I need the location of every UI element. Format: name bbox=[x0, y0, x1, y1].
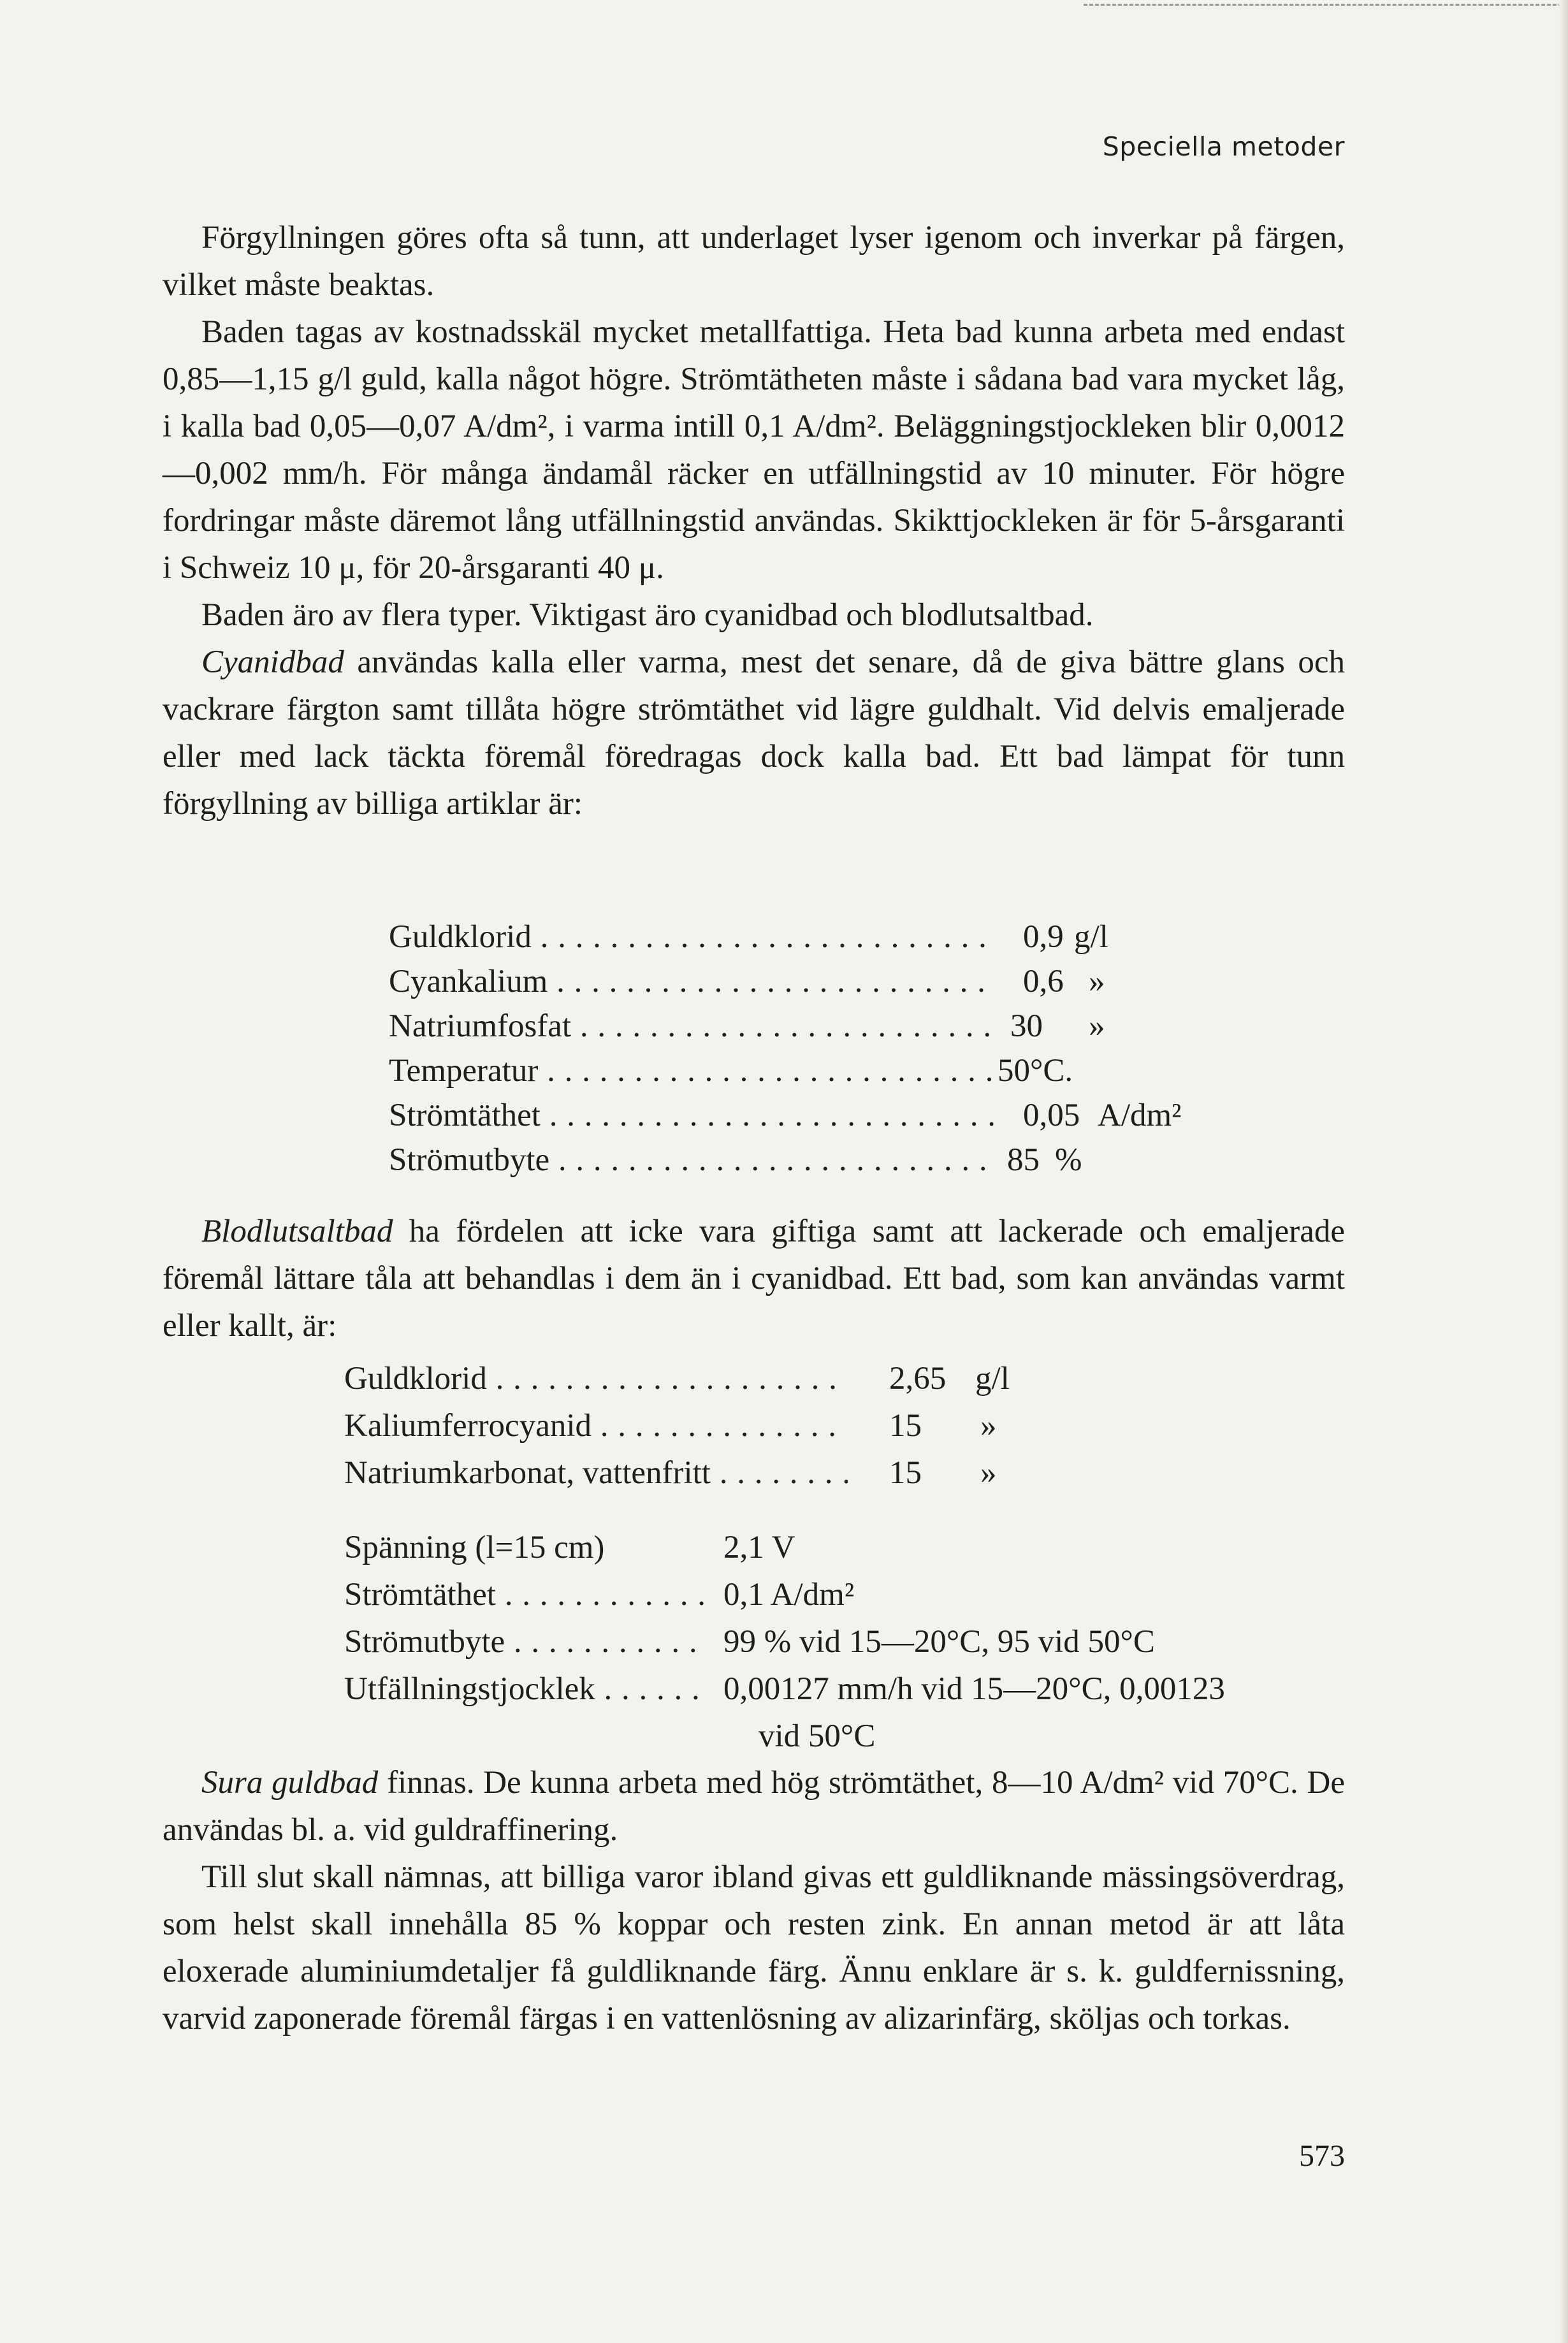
component-value: 15 bbox=[889, 1455, 922, 1491]
condition-value: 0,00127 mm/h vid 15—20°C, 0,00123 bbox=[723, 1671, 1225, 1707]
paragraph-thin-gilding: Förgyllningen göres ofta så tunn, att underlaget lyser igenom och inverkar på färgen, vilket måste beaktas. bbox=[163, 220, 1345, 303]
condition-value: 0,1 A/dm² bbox=[723, 1577, 855, 1613]
condition-name: Utfällningstjocklek . . . bbox=[344, 1667, 704, 1711]
condition-value-continued: vid 50°C bbox=[759, 1718, 876, 1754]
term-sura-guldbad: Sura guldbad bbox=[201, 1765, 379, 1801]
condition-name: Strömtäthet . . . bbox=[344, 1572, 704, 1617]
paragraph-final: Till slut skall nämnas, att billiga varor ibland givas ett guldliknande mässingsöverdrag, som helst skall innehålla 85 % koppar och resten zink. En annan metod är att låta eloxerade aluminiumdetaljer få guldliknande färg. Ännu enklare är s. k. guldfernissning, varvid zaponerade föremål färgas i en vattenlösning av alizarinfärg, sköljas och torkas. bbox=[163, 1859, 1345, 2036]
component-unit: A/dm² bbox=[1098, 1098, 1182, 1133]
paragraph-sura bbox=[163, 1759, 1345, 1853]
condition-value: 2,1 V bbox=[723, 1530, 795, 1565]
intro-text bbox=[163, 214, 1345, 827]
component-unit: » bbox=[1089, 1008, 1105, 1044]
component-value: 50°C. bbox=[998, 1053, 1073, 1089]
component-unit: » bbox=[980, 1455, 997, 1491]
paragraph-bath-composition: Baden tagas av kostnadsskäl mycket metallfattiga. Heta bad kunna arbeta med endast 0,85—1,15 g/l guld, kalla något högre. Strömtätheten måste i sådana bad vara mycket låg, i kalla bad 0,05—0,07 A/dm², i varma intill 0,1 A/dm². Beläggningstjockleken blir 0,0012—0,002 mm/h. För många ändamål räcker en utfällningstid av 10 minuter. För högre fordringar måste däremot lång utfällningstid användas. Skikttjockleken är för 5-årsgaranti i Schweiz 10 μ, för 20-årsgaranti 40 μ. bbox=[163, 314, 1345, 586]
component-value: 85 bbox=[1007, 1142, 1040, 1178]
condition-name: Strömutbyte . . . bbox=[344, 1620, 704, 1664]
component-name: Natriumkarbonat, vattenfritt . . . bbox=[344, 1451, 848, 1495]
component-name: Guldklorid . . . bbox=[389, 915, 994, 959]
page-edge-shadow bbox=[1559, 0, 1568, 2343]
paragraph-blodlut-body: ha fördelen att icke vara giftiga samt att lackerade och emaljerade föremål lättare tåla att behandlas i dem än i cyanidbad. Ett bad, som kan användas varmt eller kallt, är: bbox=[163, 1214, 1345, 1344]
condition-value: 99 % vid 15—20°C, 95 vid 50°C bbox=[723, 1624, 1155, 1660]
term-cyanidbad: Cyanidbad bbox=[201, 644, 344, 680]
component-name: Strömtäthet . . . bbox=[389, 1093, 994, 1138]
paragraph-sura-body: finnas. De kunna arbeta med hög strömtäthet, 8—10 A/dm² vid 70°C. De användas bl. a. vid guldraffinering. bbox=[163, 1765, 1346, 1848]
running-header: Speciella metoder bbox=[1102, 131, 1345, 162]
top-edge-rule bbox=[1084, 4, 1568, 6]
component-value: 2,65 bbox=[889, 1361, 947, 1396]
component-unit: » bbox=[980, 1408, 997, 1444]
component-name: Temperatur . . . bbox=[389, 1048, 994, 1093]
condition-name: Spänning (l=15 cm) bbox=[344, 1530, 605, 1565]
component-name: Guldklorid . . . bbox=[344, 1356, 835, 1401]
component-name: Kaliumferrocyanid . . . bbox=[344, 1404, 835, 1448]
component-value: 15 bbox=[889, 1408, 922, 1444]
closing-text bbox=[163, 1759, 1345, 2042]
component-name: Natriumfosfat . . . bbox=[389, 1004, 994, 1048]
component-value: 30 bbox=[1010, 1008, 1043, 1044]
blodlut-text bbox=[163, 1208, 1345, 1349]
component-value: 0,05 bbox=[1023, 1098, 1080, 1133]
page-number: 573 bbox=[1299, 2139, 1345, 2173]
component-name: Cyankalium . . . bbox=[389, 959, 994, 1004]
term-blodlutsaltbad: Blodlutsaltbad bbox=[201, 1214, 393, 1249]
paragraph-bath-types: Baden äro av flera typer. Viktigast äro cyanidbad och blodlutsaltbad. bbox=[201, 597, 1094, 633]
component-unit: % bbox=[1055, 1142, 1082, 1178]
component-unit: g/l bbox=[1074, 919, 1108, 955]
paragraph-cyanide bbox=[163, 639, 1345, 827]
component-value: 0,9 bbox=[1023, 919, 1064, 955]
component-value: 0,6 bbox=[1023, 964, 1064, 999]
component-unit: g/l bbox=[975, 1361, 1010, 1396]
component-unit: » bbox=[1089, 964, 1105, 999]
paragraph-cyanide-body: användas kalla eller varma, mest det senare, då de giva bättre glans och vackrare färgton samt tillåta högre strömtäthet vid lägre guldhalt. Vid delvis emaljerade eller med lack täckta föremål föredragas dock kalla bad. Ett bad lämpat för tunn förgyllning av billiga artiklar är: bbox=[163, 644, 1346, 822]
component-name: Strömutbyte . . . bbox=[389, 1138, 994, 1182]
paragraph-blodlut bbox=[163, 1208, 1345, 1349]
